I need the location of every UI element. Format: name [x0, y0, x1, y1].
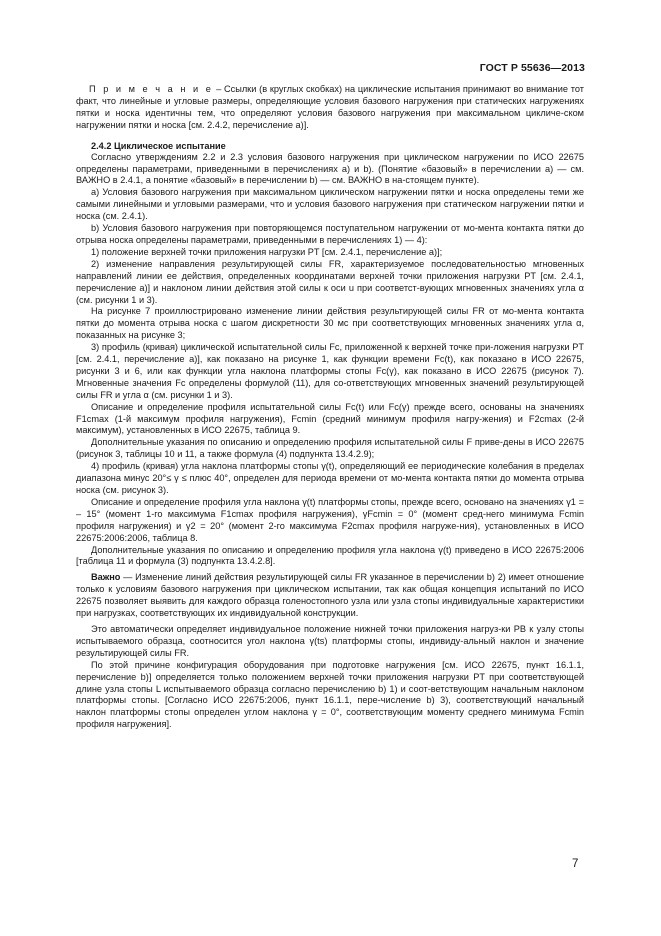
- important-text: — Изменение линий действия результирующей силы FR указанное в перечислении b) 2) имеет отношение только к условиям базового нагружения при циклическом испытании, так как общая концепция испытаний по ИСО 22675 позволяет выявить для каждого образца голеностопного узла или узла стопы индивидуальные характеристики при нагрузках, соответствующих их индивидуальной конструкции.: [76, 572, 584, 619]
- list-item-a: а) Условия базового нагружения при максимальном циклическом нагружении пятки и носка определены теми же самыми линейными и угловыми размерами, что и условия базового нагружения при статическом нагружении пятки и носка (см. 2.4.1).: [76, 187, 584, 222]
- list-item-4: 4) профиль (кривая) угла наклона платформы стопы γ(t), определяющий ее периодические колебания в пределах диапазона минус 20°≤ γ ≤ плюс 40°, определен для периода времени от мо-мента контакта пятки до момента отрыва носка (см. рисунок 3).: [76, 461, 585, 495]
- closing-paragraph: По этой причине конфигурация оборудования при подготовке нагружения [см. ИСО 22675, пункт 16.1.1, перечисление b)] определяется только положением верхней точки приложения нагрузки PT при соответствующей длине узла стопы L испытываемого образца согласно перечислению b) 1) и соот-ветствующим начальным наклоном платформы стопы. [Согласно ИСО 22675:2006, пункт 16.1.1, пере-числение b) 3), соответствующий начальный наклон платформы стопы определен углом наклона γ = 0°, соответствующим моменту среднего минимума Fcmin профиля нагружения].: [76, 659, 584, 730]
- body-paragraph: Дополнительные указания по описанию и определению профиля угла наклона γ(t) приведено в ИСО 22675:2006 [таблица 11 и формула (3) подпункта 13.4.2.8].: [76, 544, 584, 567]
- page-content: [76, 84, 584, 731]
- closing-paragraph: Это автоматически определяет индивидуальное положение нижней точки приложения нагруз-ки PB к узлу стопы испытываемого образца, соотносится угол наклона γ(ts) платформы стопы, индивиду-альный наклон и значение результирующей силы FR.: [76, 623, 584, 658]
- body-paragraph: Дополнительные указания по описанию и определению профиля испытательной силы F приве-дены в ИСО 22675 (рисунок 3, таблицы 10 и 11, а также формула (4) подпункта 13.4.2.9);: [76, 437, 584, 460]
- note-paragraph: [76, 84, 584, 132]
- list-item-1: 1) положение верхней точки приложения нагрузки PT [см. 2.4.1, перечисление а)];: [91, 246, 443, 257]
- note-label: П р и м е ч а н и е: [89, 84, 214, 94]
- body-paragraph: Согласно утверждениям 2.2 и 2.3 условия базового нагружения при циклическом нагружении по ИСО 22675 определены параметрами, приведенными в перечислениях а) и b). (Понятие «базовый» в перечислении а) — см. ВАЖНО в 2.4.1, а понятие «базовый» в перечислении b) — см. ВАЖНО в на-стоящем пункте).: [76, 151, 584, 186]
- note-text: – Ссылки (в круглых скобках) на циклические испытания принимают во внимание тот факт, что линейные и угловые размеры, определяющие условия базового нагружения при статических нагружениях пятки и носка идентичны тем, что определяют условия базового нагружения при максимальном цикличе-ском нагружении пятки и носка [см. 2.4.2, перечисление а)].: [76, 84, 584, 130]
- body-paragraph: Описание и определение профиля угла наклона γ(t) платформы стопы, прежде всего, основано на значениях γ1 = – 15° (момент 1-го максимума F1cmax профиля нагружения), γFcmin = 0° (момент сред-него минимума Fcmin профиля нагружения) и γ2 = 20° (момент 2-го максимума F2cmax профиля нагруже-ния), установленных в ИСО 22675:2006:2006, таблица 8.: [76, 496, 584, 543]
- section-title: 2.4.2 Циклическое испытание: [91, 140, 226, 151]
- important-paragraph: [76, 572, 584, 620]
- list-item-2: 2) изменение направления результирующей силы FR, характеризуемое последовательностью мгновенных направлений линии ее действия, определенных координатами верхней точки приложения нагрузки PT [см. 2.4.1, перечисление а)] и наклоном линии действия этой силы к оси u при соответст-вующих мгновенных значениях угла α (см. рисунки 1 и 3).: [76, 258, 584, 305]
- page-number: 7: [572, 858, 579, 870]
- list-item-3: 3) профиль (кривая) циклической испытательной силы Fc, приложенной к верхней точке при-ложения нагрузки PT [см. 2.4.1, перечисление а)], как показано на рисунке 1, как функции времени Fc(t), как показано в ИСО 22675, рисунки 3 и 6, или как функции угла наклона платформы стопы Fc(γ), как показано в ИСО 22675 (рисунок 7). Мгновенные значения Fc определены формулой (11), для со-ответствующих мгновенных значений результирующей силы FR и угла α (см. рисунки 1 и 3).: [76, 342, 584, 400]
- gost-header: ГОСТ Р 55636—2013: [479, 62, 585, 74]
- list-item-b: b) Условия базового нагружения при повторяющемся поступательном нагружении от мо-мента контакта пятки до отрыва носка определены параметрами, приведенными в перечислениях 1) — 4):: [76, 223, 584, 245]
- body-paragraph: Описание и определение профиля испытательной силы Fc(t) или Fc(γ) прежде всего, основаны на значениях F1cmax (1-й максимум профиля нагружения), Fcmin (средний минимум профиля нагру-жения) и F2cmax (2-й максимум), установленных в ИСО 22675, таблица 9.: [76, 401, 584, 436]
- important-label: Важно: [91, 572, 121, 583]
- body-paragraph: На рисунке 7 проиллюстрировано изменение линии действия результирующей силы FR от мо-мента контакта пятки до момента отрыва носка с шагом дискретности 30 мс при соответствующих мгновенных значениях угла α, показанных на рисунке 3;: [76, 306, 584, 341]
